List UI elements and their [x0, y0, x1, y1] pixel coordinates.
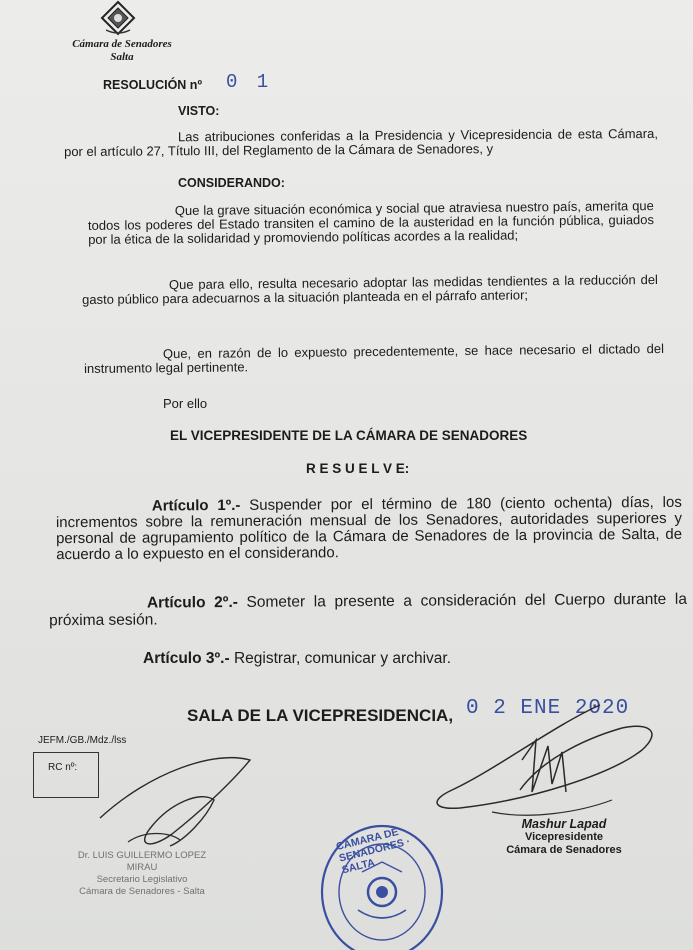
article-3-text: Registrar, comunicar y archivar.: [233, 650, 452, 667]
article-2-label: Artículo 2º.-: [146, 593, 238, 612]
vicepresident-body: Cámara de Senadores: [506, 844, 622, 856]
article-1-text: Suspender por el término de 180 (ciento ochenta) días, los incrementos sobre la remuneración mensual de los Senadores, autoridades superiores y personal de agrupamiento político de la Cámara de Senadores de la provincia de Salta, de acuerdo a lo expuesto en el considerando.: [55, 493, 683, 564]
article-3-label: Artículo 3º.-: [143, 650, 230, 667]
considerando-paragraph-1: Que la grave situación económica y social que atraviesa nuestro país, amerita que todos los poderes del Estado transiten el camino de la austeridad en la función pública, guiados por la ética de la solidaridad y promoviendo políticas acordes a la realidad;: [87, 198, 655, 247]
coat-of-arms-icon: [98, 0, 138, 36]
vicepresident-signature: [437, 705, 652, 808]
vicepresident-block: [494, 818, 634, 857]
vicepresident-role: Vicepresidente: [524, 831, 604, 843]
secretary-body: Cámara de Senadores - Salta: [79, 886, 205, 897]
article-2-text: Someter la presente a consideración del Cuerpo durante la próxima sesión.: [49, 590, 687, 630]
vicepresident-signature-loops: [522, 740, 566, 792]
secretary-signature-tail: [128, 834, 180, 843]
seal-text: CÁMARA DE SENADORES · SALTA: [334, 825, 412, 877]
article-2: [49, 591, 687, 629]
sala-line: SALA DE LA VICEPRESIDENCIA,: [187, 706, 454, 725]
authority-line: EL VICEPRESIDENTE DE LA CÁMARA DE SENADORES: [170, 428, 528, 443]
article-1-label: Artículo 1º.-: [151, 496, 241, 515]
por-ello-text: Por ello: [163, 396, 208, 411]
visto-text: Las atribuciones conferidas a la Presidencia y Vicepresidencia de esta Cámara, por el artículo 27, Título III, del Reglamento de la Cámara de Senadores, y: [64, 125, 658, 160]
considerando-paragraph-2: Que para ello, resulta necesario adoptar las medidas tendientes a la reducción del gasto público para adecuarnos a la situación planteada en el párrafo anterior;: [82, 271, 658, 308]
rc-box: [33, 752, 99, 798]
organization-name: [52, 38, 192, 64]
org-city: Salta: [110, 51, 134, 63]
secretary-role: Secretario Legislativo: [96, 874, 188, 885]
resuelve-heading: R E S U E L V E:: [306, 461, 410, 476]
secretary-name: Dr. LUIS GUILLERMO LOPEZ MIRAU: [77, 850, 207, 873]
visto-heading: VISTO:: [178, 104, 220, 118]
secretary-block: [62, 850, 222, 898]
vicepresident-name: Mashur Lapad: [521, 817, 607, 831]
considerando-heading: CONSIDERANDO:: [178, 176, 285, 190]
article-1: [56, 495, 682, 563]
org-name: Cámara de Senadores: [72, 38, 172, 50]
rc-label: RC nº:: [48, 762, 78, 773]
article-3: [143, 650, 643, 667]
resolution-label: RESOLUCIÓN nº: [103, 78, 203, 92]
date-stamp: 0 2 ENE 2020: [466, 697, 630, 720]
secretary-signature: [100, 758, 250, 846]
initials: JEFM./GB./Mdz./lss: [38, 735, 127, 746]
considerando-paragraph-3: Que, en razón de lo expuesto precedentemente, se hace necesario el dictado del instrumento legal pertinente.: [84, 340, 664, 377]
resolution-number: 0 1: [226, 71, 273, 93]
